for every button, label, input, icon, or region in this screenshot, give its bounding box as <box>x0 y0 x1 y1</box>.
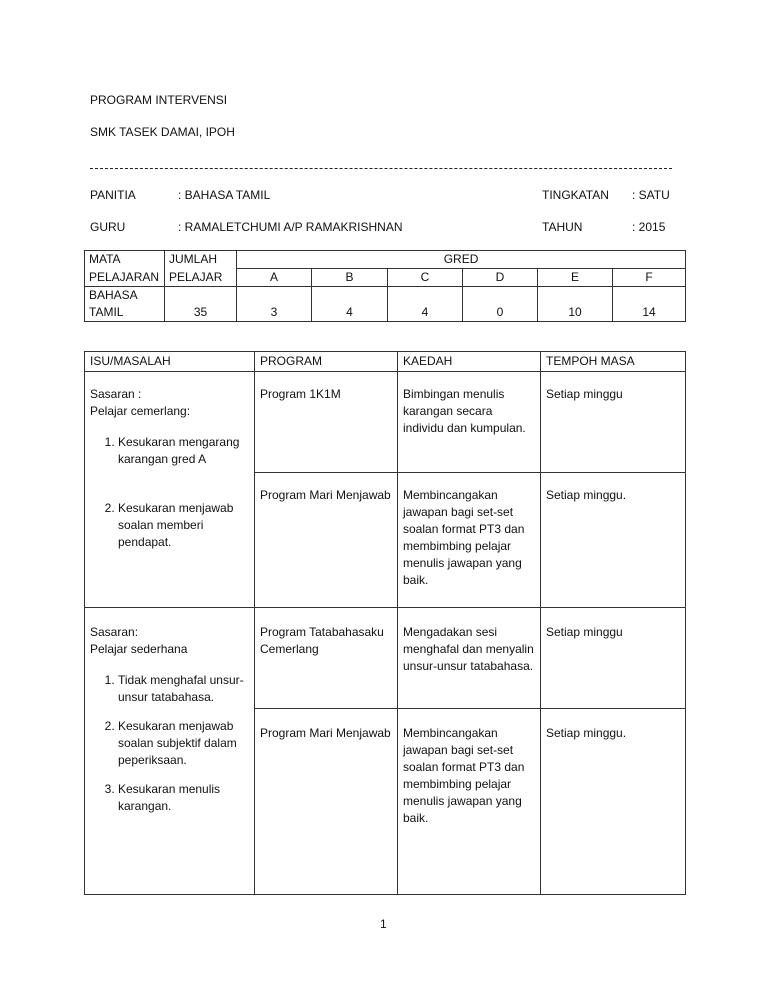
tempoh-cell: Setiap minggu. <box>541 709 686 895</box>
grade-value-b: 4 <box>312 304 388 322</box>
grade-header-e: E <box>538 269 613 287</box>
col-mata-pelajaran-2: PELAJARAN <box>85 269 165 287</box>
tahun-label: TAHUN <box>542 220 583 234</box>
plan-table <box>84 351 686 895</box>
kaedah-cell: Membincangakan jawapan bagi set-set soalan format PT3 dan membimbing pelajar menulis jawapan yang baik. <box>398 473 541 608</box>
grade-header-a: A <box>237 269 312 287</box>
col-mata-pelajaran: MATA <box>85 251 165 269</box>
header-program: PROGRAM <box>255 352 398 372</box>
grade-header-b: B <box>312 269 388 287</box>
program-title: PROGRAM INTERVENSI <box>90 93 228 107</box>
list-item: 2. Kesukaran menjawab soalan subjektif dalam peperiksaan. <box>118 718 249 769</box>
grade-header-f: F <box>613 269 686 287</box>
grade-value-f: 14 <box>613 304 686 322</box>
page-number: 1 <box>380 917 387 931</box>
tempoh-cell: Setiap minggu <box>541 372 686 473</box>
issue-cell-cemerlang <box>85 372 255 608</box>
panitia-value: : BAHASA TAMIL <box>178 188 271 202</box>
guru-label: GURU <box>90 220 126 234</box>
grade-value-c: 4 <box>388 304 463 322</box>
program-cell: Program Tatabahasaku Cemerlang <box>255 608 398 709</box>
grade-header-c: C <box>388 269 463 287</box>
grade-table <box>84 250 686 322</box>
tempoh-cell: Setiap minggu. <box>541 473 686 608</box>
target-group: Pelajar cemerlang: <box>90 404 191 418</box>
issue-cell-sederhana <box>85 608 255 895</box>
list-item: 3. Kesukaran menulis karangan. <box>118 781 249 815</box>
target-label: Sasaran: <box>90 625 139 639</box>
target-label: Sasaran : <box>90 387 142 401</box>
col-jumlah-pelajar: JUMLAH <box>165 251 237 269</box>
target-group: Pelajar sederhana <box>90 642 188 656</box>
separator-line <box>90 168 672 169</box>
school-name: SMK TASEK DAMAI, IPOH <box>90 125 235 139</box>
tingkatan-label: TINGKATAN <box>542 188 609 202</box>
grade-value-e: 10 <box>538 304 613 322</box>
program-cell: Program Mari Menjawab <box>255 473 398 608</box>
kaedah-cell: Membincangakan jawapan bagi set-set soalan format PT3 dan membimbing pelajar menulis jawapan yang baik. <box>398 709 541 895</box>
kaedah-cell: Bimbingan menulis karangan secara individu dan kumpulan. <box>398 372 541 473</box>
list-item: 2. Kesukaran menjawab soalan memberi pendapat. <box>118 500 249 551</box>
col-gred: GRED <box>237 251 686 269</box>
header-tempoh-masa: TEMPOH MASA <box>541 352 686 372</box>
grade-value-d: 0 <box>463 304 538 322</box>
col-jumlah-pelajar-2: PELAJAR <box>165 269 237 287</box>
tingkatan-value: : SATU <box>632 188 670 202</box>
program-cell: Program 1K1M <box>255 372 398 473</box>
header-isu-masalah: ISU/MASALAH <box>85 352 255 372</box>
header-kaedah: KAEDAH <box>398 352 541 372</box>
jumlah-value: 35 <box>165 304 237 322</box>
grade-value-a: 3 <box>237 304 312 322</box>
list-item: 1. Kesukaran mengarang karangan gred A <box>118 434 249 468</box>
tahun-value: : 2015 <box>632 220 666 234</box>
program-cell: Program Mari Menjawab <box>255 709 398 895</box>
panitia-label: PANITIA <box>90 188 136 202</box>
kaedah-cell: Mengadakan sesi menghafal dan menyalin unsur-unsur tatabahasa. <box>398 608 541 709</box>
guru-value: : RAMALETCHUMI A/P RAMAKRISHNAN <box>178 220 403 234</box>
tempoh-cell: Setiap minggu <box>541 608 686 709</box>
grade-header-d: D <box>463 269 538 287</box>
list-item: 1. Tidak menghafal unsur-unsur tatabahasa. <box>118 672 249 706</box>
subject-name-2: TAMIL <box>85 304 165 322</box>
subject-name: BAHASA <box>85 287 165 305</box>
